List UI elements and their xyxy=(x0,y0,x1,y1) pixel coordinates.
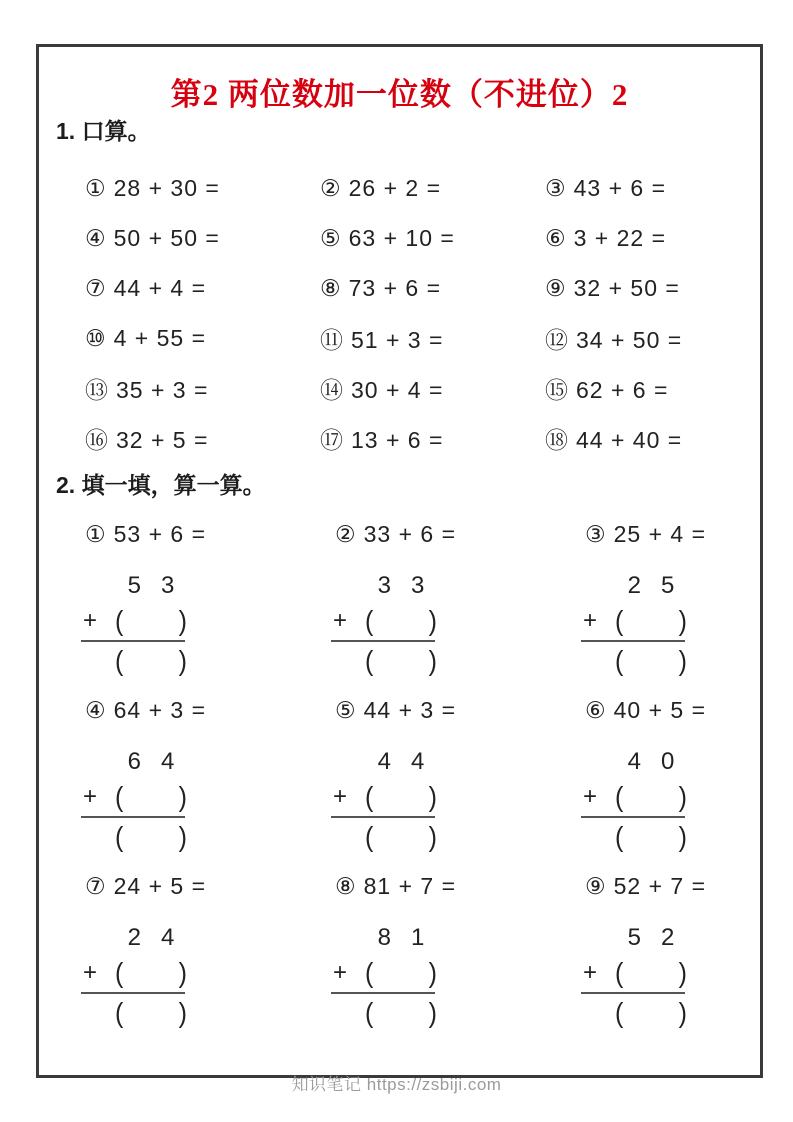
plus-sign: + xyxy=(83,783,98,810)
open-paren: ( xyxy=(615,956,624,989)
problem-expression: 32 + 50 = xyxy=(573,274,680,301)
vertical-addition-block xyxy=(81,568,191,680)
problem-number: ⑧ xyxy=(335,873,356,899)
plus-sign: + xyxy=(83,959,98,986)
tens-digit: 5 xyxy=(627,924,641,951)
problem-expression-row xyxy=(335,521,585,548)
plus-row xyxy=(81,604,191,638)
watermark-footer: 知识笔记 https://zsbiji.com xyxy=(291,1075,502,1094)
plus-sign: + xyxy=(333,607,348,634)
vertical-addition-block xyxy=(331,568,441,680)
problem-expression: 62 + 6 = xyxy=(576,376,669,403)
close-paren: ) xyxy=(178,996,187,1029)
close-paren: ) xyxy=(178,780,187,813)
problem-number: ⑱ xyxy=(545,426,568,453)
vertical-addition-block xyxy=(581,568,691,680)
problem-number: ⑰ xyxy=(320,426,343,453)
ones-digit: 4 xyxy=(161,748,175,775)
vertical-addition-block xyxy=(331,920,441,1032)
plus-row xyxy=(331,956,441,990)
open-paren: ( xyxy=(365,644,374,677)
result-row xyxy=(81,642,191,680)
close-paren: ) xyxy=(678,644,687,677)
open-paren: ( xyxy=(615,996,624,1029)
vertical-addition-block xyxy=(581,744,691,856)
problem-number: ② xyxy=(320,174,341,201)
result-row xyxy=(331,642,441,680)
problem-expression: 64 + 3 = xyxy=(113,697,207,723)
problem-number: ⑪ xyxy=(320,326,343,353)
close-paren: ) xyxy=(178,604,187,637)
problem-number: ⑭ xyxy=(320,376,343,403)
result-row xyxy=(331,818,441,856)
open-paren: ( xyxy=(615,604,624,637)
problem-expression: 63 + 10 = xyxy=(348,224,455,251)
problem-number: ⑥ xyxy=(585,697,606,723)
oral-problem xyxy=(85,175,320,202)
tens-digit: 4 xyxy=(627,748,641,775)
problem-number: ③ xyxy=(585,521,606,547)
problem-number: ⑬ xyxy=(85,376,108,403)
page-border-frame xyxy=(36,44,763,1078)
tens-digit: 6 xyxy=(127,748,141,775)
addend-digits xyxy=(111,920,191,956)
problem-expression: 4 + 55 = xyxy=(113,324,207,351)
tens-digit: 4 xyxy=(377,748,391,775)
oral-problem xyxy=(545,372,755,405)
problem-number: ⑮ xyxy=(545,376,568,403)
ones-digit: 3 xyxy=(411,572,425,599)
problem-expression-row xyxy=(335,873,585,900)
fill-in-problem xyxy=(335,873,585,1049)
problem-number: ⑩ xyxy=(85,324,106,351)
problem-expression: 30 + 4 = xyxy=(351,376,444,403)
fill-in-problem xyxy=(585,521,755,697)
open-paren: ( xyxy=(365,780,374,813)
addend-digits xyxy=(361,920,441,956)
problem-expression: 44 + 4 = xyxy=(113,274,207,301)
plus-sign: + xyxy=(583,607,598,634)
section1-heading: 1. 口算。 xyxy=(56,118,151,144)
problem-expression: 44 + 40 = xyxy=(576,426,683,453)
open-paren: ( xyxy=(365,996,374,1029)
fill-in-problem xyxy=(335,697,585,873)
plus-row xyxy=(81,956,191,990)
ones-digit: 5 xyxy=(661,572,675,599)
plus-row xyxy=(331,780,441,814)
plus-sign: + xyxy=(583,783,598,810)
result-row xyxy=(581,818,691,856)
oral-problem xyxy=(320,422,545,455)
open-paren: ( xyxy=(115,956,124,989)
problem-expression-row xyxy=(585,697,755,724)
close-paren: ) xyxy=(178,956,187,989)
problem-number: ④ xyxy=(85,224,106,251)
problem-expression: 44 + 3 = xyxy=(363,697,457,723)
close-paren: ) xyxy=(178,644,187,677)
open-paren: ( xyxy=(115,780,124,813)
ones-digit: 4 xyxy=(161,924,175,951)
fill-in-problem xyxy=(335,521,585,697)
fill-in-calculation-grid xyxy=(85,521,755,1049)
problem-expression-row xyxy=(85,697,335,724)
problem-expression-row xyxy=(85,521,335,548)
close-paren: ) xyxy=(428,780,437,813)
close-paren: ) xyxy=(428,644,437,677)
close-paren: ) xyxy=(678,780,687,813)
problem-number: ① xyxy=(85,521,106,547)
oral-problem xyxy=(320,225,545,252)
vertical-addition-block xyxy=(81,920,191,1032)
plus-sign: + xyxy=(83,607,98,634)
oral-problem xyxy=(545,175,755,202)
problem-expression: 33 + 6 = xyxy=(363,521,457,547)
open-paren: ( xyxy=(365,820,374,853)
result-row xyxy=(581,642,691,680)
result-row xyxy=(81,994,191,1032)
tens-digit: 8 xyxy=(377,924,391,951)
problem-expression: 3 + 22 = xyxy=(573,224,667,251)
ones-digit: 3 xyxy=(161,572,175,599)
open-paren: ( xyxy=(115,644,124,677)
problem-expression: 35 + 3 = xyxy=(116,376,209,403)
problem-expression-row xyxy=(585,521,755,548)
problem-number: ① xyxy=(85,174,106,201)
oral-problem xyxy=(85,325,320,352)
close-paren: ) xyxy=(428,604,437,637)
problem-expression-row xyxy=(335,697,585,724)
vertical-addition-block xyxy=(331,744,441,856)
oral-problem xyxy=(545,322,755,355)
problem-expression: 26 + 2 = xyxy=(348,174,442,201)
tens-digit: 3 xyxy=(377,572,391,599)
open-paren: ( xyxy=(115,820,124,853)
problem-number: ⑦ xyxy=(85,873,106,899)
oral-problem xyxy=(545,422,755,455)
ones-digit: 1 xyxy=(411,924,425,951)
problem-expression: 13 + 6 = xyxy=(351,426,444,453)
fill-in-problem xyxy=(85,697,335,873)
close-paren: ) xyxy=(428,996,437,1029)
problem-number: ⑥ xyxy=(545,224,566,251)
ones-digit: 4 xyxy=(411,748,425,775)
close-paren: ) xyxy=(178,820,187,853)
addend-digits xyxy=(611,920,691,956)
plus-row xyxy=(81,780,191,814)
oral-problem xyxy=(320,175,545,202)
open-paren: ( xyxy=(615,820,624,853)
problem-expression: 25 + 4 = xyxy=(613,521,707,547)
result-row xyxy=(331,994,441,1032)
addend-digits xyxy=(111,744,191,780)
problem-number: ② xyxy=(335,521,356,547)
plus-sign: + xyxy=(333,783,348,810)
problem-expression: 24 + 5 = xyxy=(113,873,207,899)
tens-digit: 5 xyxy=(127,572,141,599)
problem-number: ⑯ xyxy=(85,426,108,453)
plus-row xyxy=(331,604,441,638)
open-paren: ( xyxy=(615,644,624,677)
result-row xyxy=(81,818,191,856)
close-paren: ) xyxy=(678,996,687,1029)
problem-number: ⑤ xyxy=(335,697,356,723)
oral-calculation-grid xyxy=(85,163,755,463)
fill-in-problem xyxy=(85,873,335,1049)
addend-digits xyxy=(611,568,691,604)
problem-expression: 50 + 50 = xyxy=(113,224,220,251)
problem-expression: 28 + 30 = xyxy=(113,174,220,201)
addend-digits xyxy=(611,744,691,780)
addend-digits xyxy=(361,744,441,780)
problem-expression: 43 + 6 = xyxy=(573,174,667,201)
fill-in-problem xyxy=(85,521,335,697)
addend-digits xyxy=(111,568,191,604)
problem-expression: 40 + 5 = xyxy=(613,697,707,723)
plus-row xyxy=(581,604,691,638)
problem-expression: 53 + 6 = xyxy=(113,521,207,547)
oral-problem xyxy=(545,225,755,252)
problem-number: ⑤ xyxy=(320,224,341,251)
oral-problem xyxy=(320,372,545,405)
problem-expression: 34 + 50 = xyxy=(576,326,683,353)
close-paren: ) xyxy=(428,820,437,853)
open-paren: ( xyxy=(115,996,124,1029)
tens-digit: 2 xyxy=(627,572,641,599)
problem-number: ⑨ xyxy=(545,274,566,301)
problem-number: ⑫ xyxy=(545,326,568,353)
plus-row xyxy=(581,956,691,990)
problem-number: ⑨ xyxy=(585,873,606,899)
fill-in-problem xyxy=(585,697,755,873)
open-paren: ( xyxy=(115,604,124,637)
problem-expression: 51 + 3 = xyxy=(351,326,444,353)
close-paren: ) xyxy=(678,604,687,637)
problem-expression: 73 + 6 = xyxy=(348,274,442,301)
plus-row xyxy=(581,780,691,814)
problem-number: ④ xyxy=(85,697,106,723)
fill-in-problem xyxy=(585,873,755,1049)
vertical-addition-block xyxy=(81,744,191,856)
plus-sign: + xyxy=(333,959,348,986)
problem-number: ⑦ xyxy=(85,274,106,301)
close-paren: ) xyxy=(678,956,687,989)
tens-digit: 2 xyxy=(127,924,141,951)
worksheet-title: 第2 两位数加一位数（不进位）2 xyxy=(170,77,629,112)
problem-expression: 81 + 7 = xyxy=(363,873,457,899)
result-row xyxy=(581,994,691,1032)
problem-expression: 32 + 5 = xyxy=(116,426,209,453)
problem-number: ③ xyxy=(545,174,566,201)
plus-sign: + xyxy=(583,959,598,986)
problem-expression-row xyxy=(585,873,755,900)
section2-heading: 2. 填一填，算一算。 xyxy=(56,472,266,498)
problem-expression-row xyxy=(85,873,335,900)
oral-problem xyxy=(320,322,545,355)
problem-expression: 52 + 7 = xyxy=(613,873,707,899)
close-paren: ) xyxy=(678,820,687,853)
ones-digit: 0 xyxy=(661,748,675,775)
open-paren: ( xyxy=(365,604,374,637)
oral-problem xyxy=(320,275,545,302)
problem-number: ⑧ xyxy=(320,274,341,301)
oral-problem xyxy=(85,275,320,302)
oral-problem xyxy=(85,372,320,405)
open-paren: ( xyxy=(365,956,374,989)
ones-digit: 2 xyxy=(661,924,675,951)
oral-problem xyxy=(85,422,320,455)
oral-problem xyxy=(85,225,320,252)
vertical-addition-block xyxy=(581,920,691,1032)
oral-problem xyxy=(545,275,755,302)
open-paren: ( xyxy=(615,780,624,813)
close-paren: ) xyxy=(428,956,437,989)
addend-digits xyxy=(361,568,441,604)
